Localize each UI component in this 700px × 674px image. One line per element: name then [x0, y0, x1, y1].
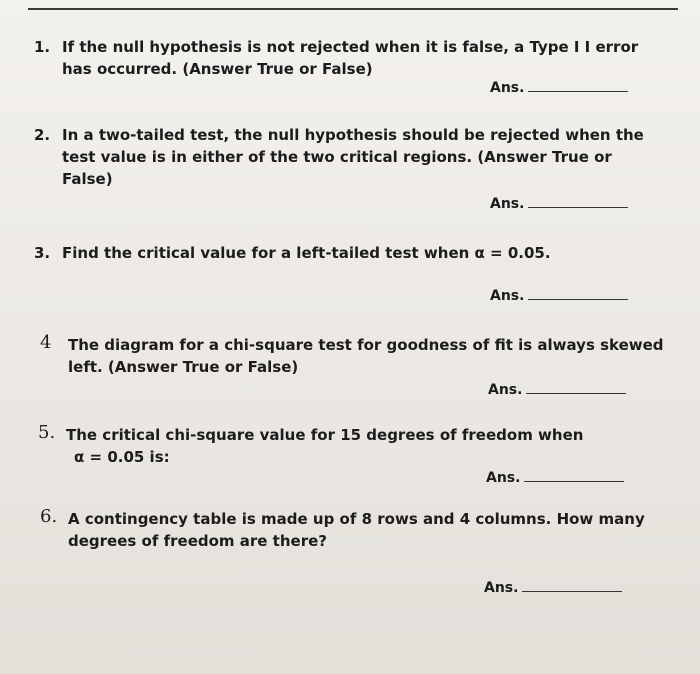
answer-line-4: [488, 382, 626, 398]
question-text-line: test value is in either of the two critical regions. (Answer True or: [62, 148, 612, 166]
answer-label: Ans.: [484, 580, 519, 596]
answer-blank[interactable]: [522, 591, 622, 592]
answer-line-3: [490, 288, 628, 304]
question-text-line: The diagram for a chi-square test for goodness of fit is always skewed: [68, 336, 664, 354]
answer-blank[interactable]: [526, 393, 626, 394]
answer-blank[interactable]: [524, 481, 624, 482]
answer-label: Ans.: [490, 80, 525, 96]
answer-blank[interactable]: [528, 207, 628, 208]
answer-line-1: [490, 80, 628, 96]
question-number: 5.: [38, 422, 56, 443]
question-number: 1.: [34, 38, 51, 56]
answer-blank[interactable]: [528, 91, 628, 92]
question-text-line: If the null hypothesis is not rejected when it is false, a Type I I error: [62, 38, 639, 56]
answer-label: Ans.: [490, 288, 525, 304]
question-number: 2.: [34, 126, 51, 144]
question-number: 3.: [34, 244, 51, 262]
answer-blank[interactable]: [528, 299, 628, 300]
question-number: 4: [40, 332, 52, 353]
question-text-line: In a two-tailed test, the null hypothesis should be rejected when the: [62, 126, 644, 144]
answer-line-5: [486, 470, 624, 486]
answer-line-2: [490, 196, 628, 212]
answer-label: Ans.: [488, 382, 523, 398]
question-text-line: α = 0.05 is:: [74, 448, 170, 466]
question-text-line: Find the critical value for a left-tailed test when α = 0.05.: [62, 244, 551, 262]
question-text-line: A contingency table is made up of 8 rows and 4 columns. How many: [68, 510, 645, 528]
answer-label: Ans.: [486, 470, 521, 486]
question-number: 6.: [40, 506, 58, 527]
question-text-line: degrees of freedom are there?: [68, 532, 327, 550]
question-text-line: The critical chi-square value for 15 degrees of freedom when: [66, 426, 584, 444]
answer-line-6: [484, 580, 622, 596]
question-text-line: False): [62, 170, 113, 188]
answer-label: Ans.: [490, 196, 525, 212]
top-rule: [28, 8, 678, 10]
question-text-line: left. (Answer True or False): [68, 358, 299, 376]
question-text-line: has occurred. (Answer True or False): [62, 60, 373, 78]
